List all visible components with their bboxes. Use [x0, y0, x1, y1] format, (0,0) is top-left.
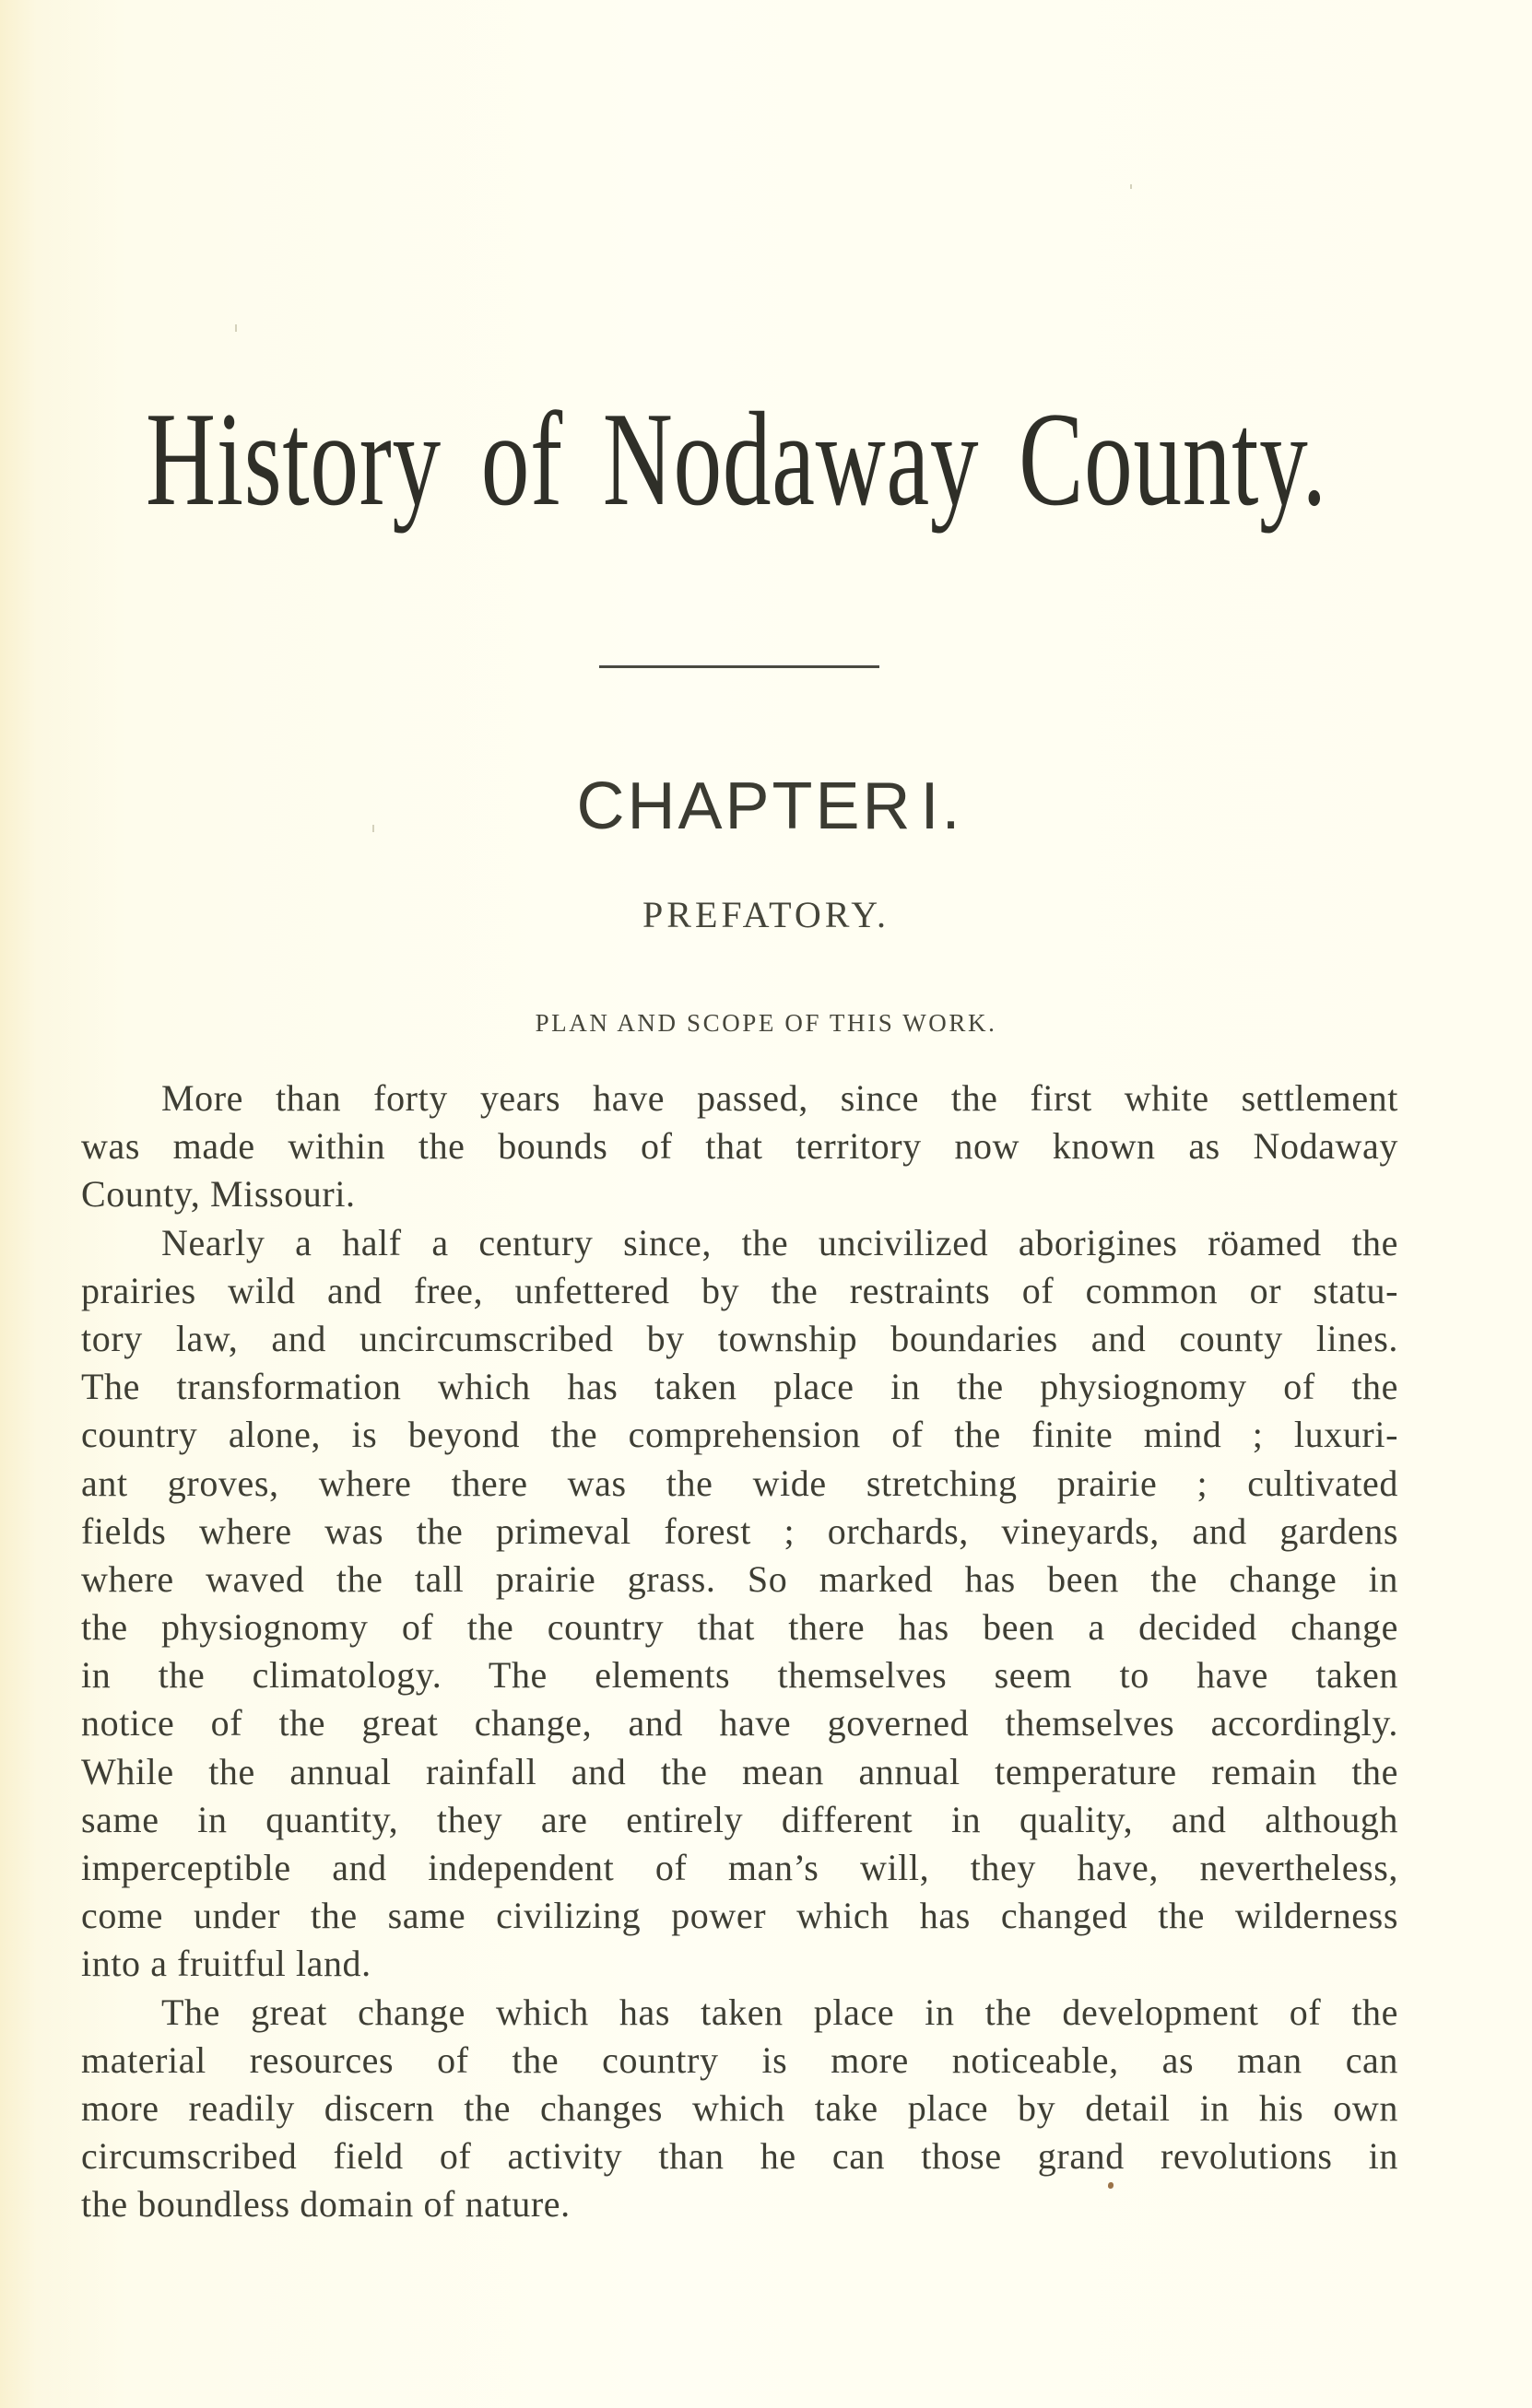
text-line: ant groves, where there was the wide stretching prairie ; cultivated [81, 1462, 1398, 1504]
text-line: circumscribed field of activity than he can those grand revolutions in [81, 2135, 1398, 2178]
text-line: material resources of the country is more noticeable, as man can [81, 2038, 1398, 2081]
page-title: History of Nodaway County. [146, 384, 1327, 534]
chapter-number: I. [920, 769, 963, 843]
text-line: where waved the tall prairie grass. So marked has been the change in [81, 1557, 1398, 1600]
paragraph-2 [81, 1219, 1398, 1989]
text-line: come under the same civilizing power which has changed the wilderness [81, 1895, 1398, 1937]
paper-fleck [372, 825, 374, 832]
text-line: the physiognomy of the country that there has been a decided change [81, 1606, 1398, 1649]
text-line: tory law, and uncircumscribed by township boundaries and county lines. [81, 1317, 1398, 1359]
text-line: The great change which has taken place in the development of the [161, 1991, 1398, 2033]
subsection-heading: PLAN AND SCOPE OF THIS WORK. [535, 1009, 997, 1037]
text-line: Nearly a half a century since, the uncivilized aborigines röamed the [161, 1221, 1398, 1263]
text-line: country alone, is beyond the comprehension of the finite mind ; luxuri- [81, 1414, 1398, 1456]
paper-fleck [1130, 184, 1132, 189]
chapter-label: CHAPTER [576, 769, 913, 843]
text-line: County, Missouri. [81, 1173, 356, 1216]
text-line: in the climatology. The elements themselves seem to have taken [81, 1654, 1398, 1697]
text-line: notice of the great change, and have governed themselves accordingly. [81, 1702, 1398, 1744]
paragraph-1 [81, 1075, 1398, 1219]
text-line: same in quantity, they are entirely different in quality, and although [81, 1798, 1398, 1840]
text-line: More than forty years have passed, since the first white settlement [161, 1077, 1398, 1119]
text-line: the boundless domain of nature. [81, 2183, 571, 2226]
ink-speck [1108, 2182, 1114, 2189]
paragraph-3 [81, 1989, 1398, 2229]
body-text [81, 1075, 1398, 2229]
text-line: prairies wild and free, unfettered by the restraints of common or statu- [81, 1269, 1398, 1311]
chapter-heading [0, 765, 1532, 848]
paper-fleck [235, 324, 237, 332]
title-divider-rule [599, 665, 879, 668]
text-line: imperceptible and independent of man’s will, they have, nevertheless, [81, 1847, 1398, 1888]
text-line: The transformation which has taken place in the physiognomy of the [81, 1366, 1398, 1408]
text-line: was made within the bounds of that territory now known as Nodaway [81, 1125, 1398, 1168]
text-line: While the annual rainfall and the mean annual temperature remain the [81, 1750, 1398, 1792]
text-line: into a fruitful land. [81, 1943, 371, 1985]
text-line: fields where was the primeval forest ; orchards, vineyards, and gardens [81, 1509, 1398, 1552]
page-title-container [146, 385, 1327, 551]
section-heading: PREFATORY. [642, 894, 890, 935]
text-line: more readily discern the changes which take place by detail in his own [81, 2086, 1398, 2129]
